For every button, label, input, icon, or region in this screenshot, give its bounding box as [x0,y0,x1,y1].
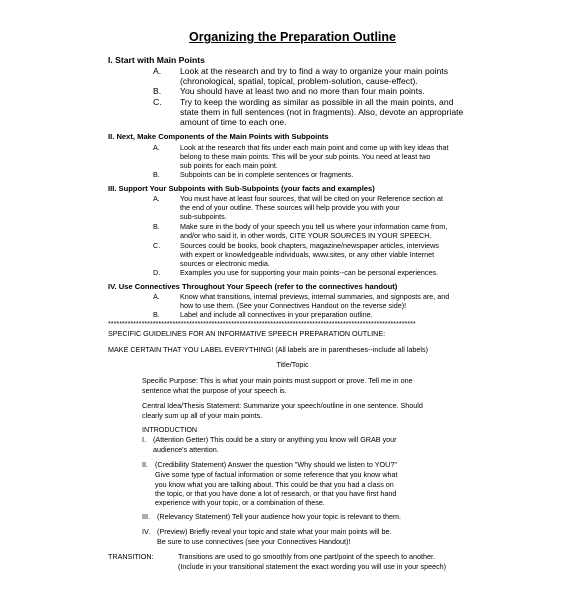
intro-item-2-line: experience with your topic, or a combination of these. [155,498,325,507]
intro-item-1-line: (Attention Getter) This could be a story or anything you know will GRAB your [153,435,397,444]
section-iv-item-b-letter: B. [153,310,160,319]
central-idea-line: Central Idea/Thesis Statement: Summarize your speech/outline in one sentence. Should [142,401,423,410]
page-title: Organizing the Preparation Outline [189,30,396,44]
section-ii-item-a-line: sub points for each main point. [180,161,278,170]
section-ii-item-a-letter: A. [153,143,160,152]
section-i-item-b-line: You should have at least two and no more than four main points. [180,86,425,96]
section-iii-item-c-letter: C. [153,241,161,250]
section-ii-heading: II. Next, Make Components of the Main Points with Subpoints [108,132,329,141]
section-ii-item-a-line: Look at the research that fits under each main point and come up with key ideas that [180,143,449,152]
transition-line: Transitions are used to go smoothly from one part/point of the speech to another. [178,552,436,561]
intro-item-2-line: the topic, or that you have done a lot of research, or that you have first hand [155,489,397,498]
section-i-item-c-line: amount of time to each one. [180,117,287,127]
section-iv-heading: IV. Use Connectives Throughout Your Speech (refer to the connectives handout) [108,282,398,291]
section-ii-item-b-line: Subpoints can be in complete sentences or fragments. [180,170,354,179]
section-iii-item-a-letter: A. [153,194,160,203]
section-iii-item-d-line: Examples you use for supporting your main points--can be personal experiences. [180,268,439,277]
section-iii-item-a-line: You must have at least four sources, that will be cited on your Reference section at [180,194,444,203]
intro-item-3-num: III. [142,512,150,521]
star-divider: ************************************************************************************************************** [108,319,416,328]
section-iv-item-a-line: how to use them. (See your Connectives Handout on the reverse side)! [180,301,407,310]
section-iii-item-c-line: Sources could be books, book chapters, magazine/newspaper articles, interviews [180,241,439,250]
intro-item-4-line: (Preview) Briefly reveal your topic and state what your main points will be. [157,527,392,536]
label-everything-note: MAKE CERTAIN THAT YOU LABEL EVERYTHING! (All labels are in parentheses--include all labels) [108,345,428,354]
transition-label: TRANSITION: [108,552,154,561]
section-iv-item-a-line: Know what transitions, internal previews, internal summaries, and signposts are, and [180,292,450,301]
section-iii-item-a-line: sub-subpoints. [180,212,227,221]
section-iii-item-b-letter: B. [153,222,160,231]
intro-item-4-line: Be sure to use connectives (see your Connectives Handout)! [157,537,351,546]
section-i-item-a-line: (chronological, spatial, topical, problem-solution, cause-effect). [180,76,418,86]
section-ii-item-b-letter: B. [153,170,160,179]
specific-purpose-line: Specific Purpose: This is what your main points must support or prove. Tell me in one [142,376,413,385]
section-i-heading: I. Start with Main Points [108,55,205,65]
intro-item-2-line: you know what you are talking about. This could be that you had a class on [155,480,394,489]
title-topic-heading: Title/Topic [276,360,309,369]
intro-item-1-line: audience's attention. [153,445,219,454]
section-iv-item-b-line: Label and include all connectives in your preparation outline. [180,310,373,319]
specific-purpose-line: sentence what the purpose of your speech is. [142,386,287,395]
section-i-item-a-letter: A. [153,66,162,76]
section-iii-item-a-line: the end of your outline. These sources will help provide you with your [180,203,400,212]
central-idea-line: clearly sum up all of your main points. [142,411,263,420]
introduction-heading: INTRODUCTION [142,425,198,434]
intro-item-2-num: II. [142,460,148,469]
guidelines-heading: SPECIFIC GUIDELINES FOR AN INFORMATIVE SPEECH PREPARATION OUTLINE: [108,329,386,338]
section-ii-item-a-line: belong to these main points. This will be your sub points. You need at least two [180,152,431,161]
section-i-item-c-letter: C. [153,97,162,107]
section-i-item-c-line: state them in full sentences (not in fragments). Also, devote an appropriate [180,107,464,117]
intro-item-1-num: I. [142,435,146,444]
section-iii-item-c-line: sources or electronic media. [180,259,270,268]
intro-item-4-num: IV. [142,527,151,536]
section-iii-item-b-line: and/or who said it, in other words, CITE YOUR SOURCES IN YOUR SPEECH. [180,231,432,240]
section-i-item-c-line: Try to keep the wording as similar as possible in all the main points, and [180,97,454,107]
section-i-item-a-line: Look at the research and try to find a way to organize your main points [180,66,448,76]
transition-line: (Include in your transitional statement the exact wording you will use in your speech) [178,562,447,571]
intro-item-2-line: Give some type of factual information or some reference that you know what [155,470,398,479]
section-iii-item-c-line: with expert or knowledgeable individuals, www.sites, or any other viable Internet [180,250,435,259]
section-iii-item-b-line: Make sure in the body of your speech you tell us where your information came from, [180,222,448,231]
section-iv-item-a-letter: A. [153,292,160,301]
intro-item-3-line: (Relevancy Statement) Tell your audience how your topic is relevant to them. [157,512,401,521]
section-iii-heading: III. Support Your Subpoints with Sub-Subpoints (your facts and examples) [108,184,375,193]
section-iii-item-d-letter: D. [153,268,161,277]
section-i-item-b-letter: B. [153,86,162,96]
intro-item-2-line: (Credibility Statement) Answer the question "Why should we listen to YOU?" [155,460,397,469]
